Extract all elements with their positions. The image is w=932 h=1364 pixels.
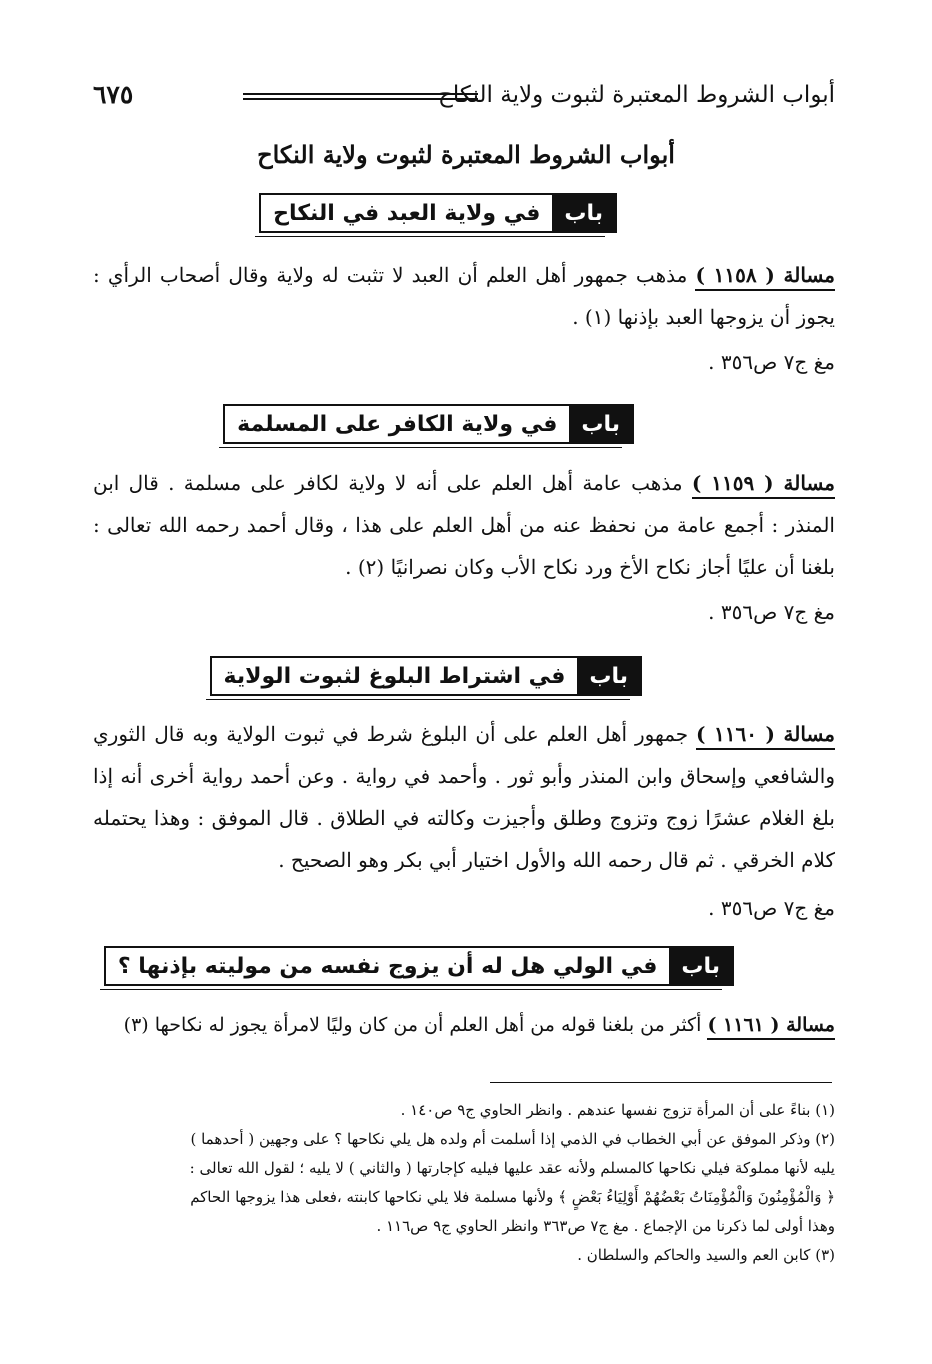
bab-label: باب	[669, 948, 732, 984]
footnote-line: (١) بناءً على أن المرأة تزوج نفسها عندهم . وانظر الحاوي ج٩ ص١٤٠ .	[400, 1101, 835, 1119]
footnote-rule	[490, 1082, 832, 1083]
section-title: في اشتراط البلوغ لثبوت الولاية	[223, 663, 566, 689]
masala-text: مذهب جمهور أهل العلم أن العبد لا تثبت له ولاية وقال أصحاب الرأي : يجوز أن يزوجها العبد بإذنها (١) .	[93, 263, 835, 329]
masala-label: مسالة ( ١١٦١ )	[707, 1014, 835, 1040]
section-title: في الولي هل له أن يزوج نفسه من موليته بإذنها ؟	[117, 953, 658, 979]
footnote-line: ﴿ وَالْمُؤْمِنُونَ وَالْمُؤْمِنَاتُ بَعْضُهُمْ أَوْلِيَاءُ بَعْضٍ ﴾ ولأنها مسلمة فلا يلي نكاحها كابنته ،فعلى هذا يزوجها الحاكم	[190, 1188, 835, 1206]
masala-text: أكثر من بلغنا قوله من أهل العلم أن من كان وليًا لامرأة يجوز له نكاحها (٣)	[123, 1014, 702, 1036]
footnote-line: (٣) كابن العم والسيد والحاكم والسلطان .	[577, 1246, 835, 1264]
footnote-line: (٢) وذكر الموفق عن أبي الخطاب في الذمي إذا أسلمت أم ولده هل يلي نكاحها ؟ على وجهين ( أحدهما )	[190, 1130, 835, 1148]
reference-line: مغ ج٧ ص٣٥٦ .	[708, 350, 835, 374]
masala-paragraph	[93, 254, 835, 338]
masala-label: مسالة ( ١١٥٩ )	[692, 471, 835, 499]
bab-label: باب	[552, 195, 615, 231]
section-title: في ولاية الكافر على المسلمة	[237, 411, 558, 437]
footnote-line: يليه لأنها مملوكة فيلي نكاحها كالمسلم ولأنه عقد عليها فيليه كإجارتها ( والثاني ) لا يليه ؛ لقول الله تعالى :	[189, 1159, 835, 1177]
footnote-line: وهذا أولى لما ذكرنا من الإجماع . مغ ج٧ ص٣٦٣ وانظر الحاوي ج٩ ص١١٦ .	[376, 1217, 835, 1235]
reference-line: مغ ج٧ ص٣٥٦ .	[708, 896, 835, 920]
masala-label: مسالة ( ١١٦٠ )	[696, 722, 835, 750]
section-heading	[223, 404, 634, 444]
section-heading	[259, 193, 617, 233]
section-title: في ولاية العبد في النكاح	[273, 200, 541, 226]
masala-text: جمهور أهل العلم على أن البلوغ شرط في ثبوت الولاية وبه قال الثوري والشافعي وإسحاق وابن المنذر وأبو ثور . وأحمد في رواية . وعن أحمد رواية أخرى أنه إذا بلغ الغلام عشرًا زوج وتزوج وطلق وأجيزت وكالته في الطلاق . قال الموفق : وهذا يحتمله كلام الخرقي . ثم قال رحمه الله والأول اختيار أبي بكر وهو الصحيح .	[93, 722, 835, 872]
section-heading	[104, 946, 734, 986]
chapter-title: أبواب الشروط المعتبرة لثبوت ولاية النكاح	[257, 140, 675, 169]
masala-paragraph	[93, 1004, 835, 1046]
masala-label: مسالة ( ١١٥٨ )	[695, 263, 835, 291]
reference-line: مغ ج٧ ص٣٥٦ .	[708, 600, 835, 624]
bab-label: باب	[577, 658, 640, 694]
bab-label: باب	[569, 406, 632, 442]
running-title: أبواب الشروط المعتبرة لثبوت ولاية النكاح	[438, 82, 835, 108]
masala-text: مذهب عامة أهل العلم على أنه لا ولاية لكافر على مسلمة . قال ابن المنذر : أجمع عامة من نحفظ عنه من أهل العلم على هذا ، وقال أحمد رحمه الله تعالى : بلغنا أن عليًا أجاز نكاح الأخ ورد نكاح الأب وكان نصرانيًا (٢) .	[93, 471, 835, 579]
masala-paragraph	[93, 713, 835, 881]
header-rule	[243, 93, 478, 100]
page-number: ٦٧٥	[93, 80, 134, 109]
footnotes	[93, 1096, 835, 1270]
section-heading	[210, 656, 642, 696]
masala-paragraph	[93, 462, 835, 588]
running-header	[93, 80, 835, 116]
